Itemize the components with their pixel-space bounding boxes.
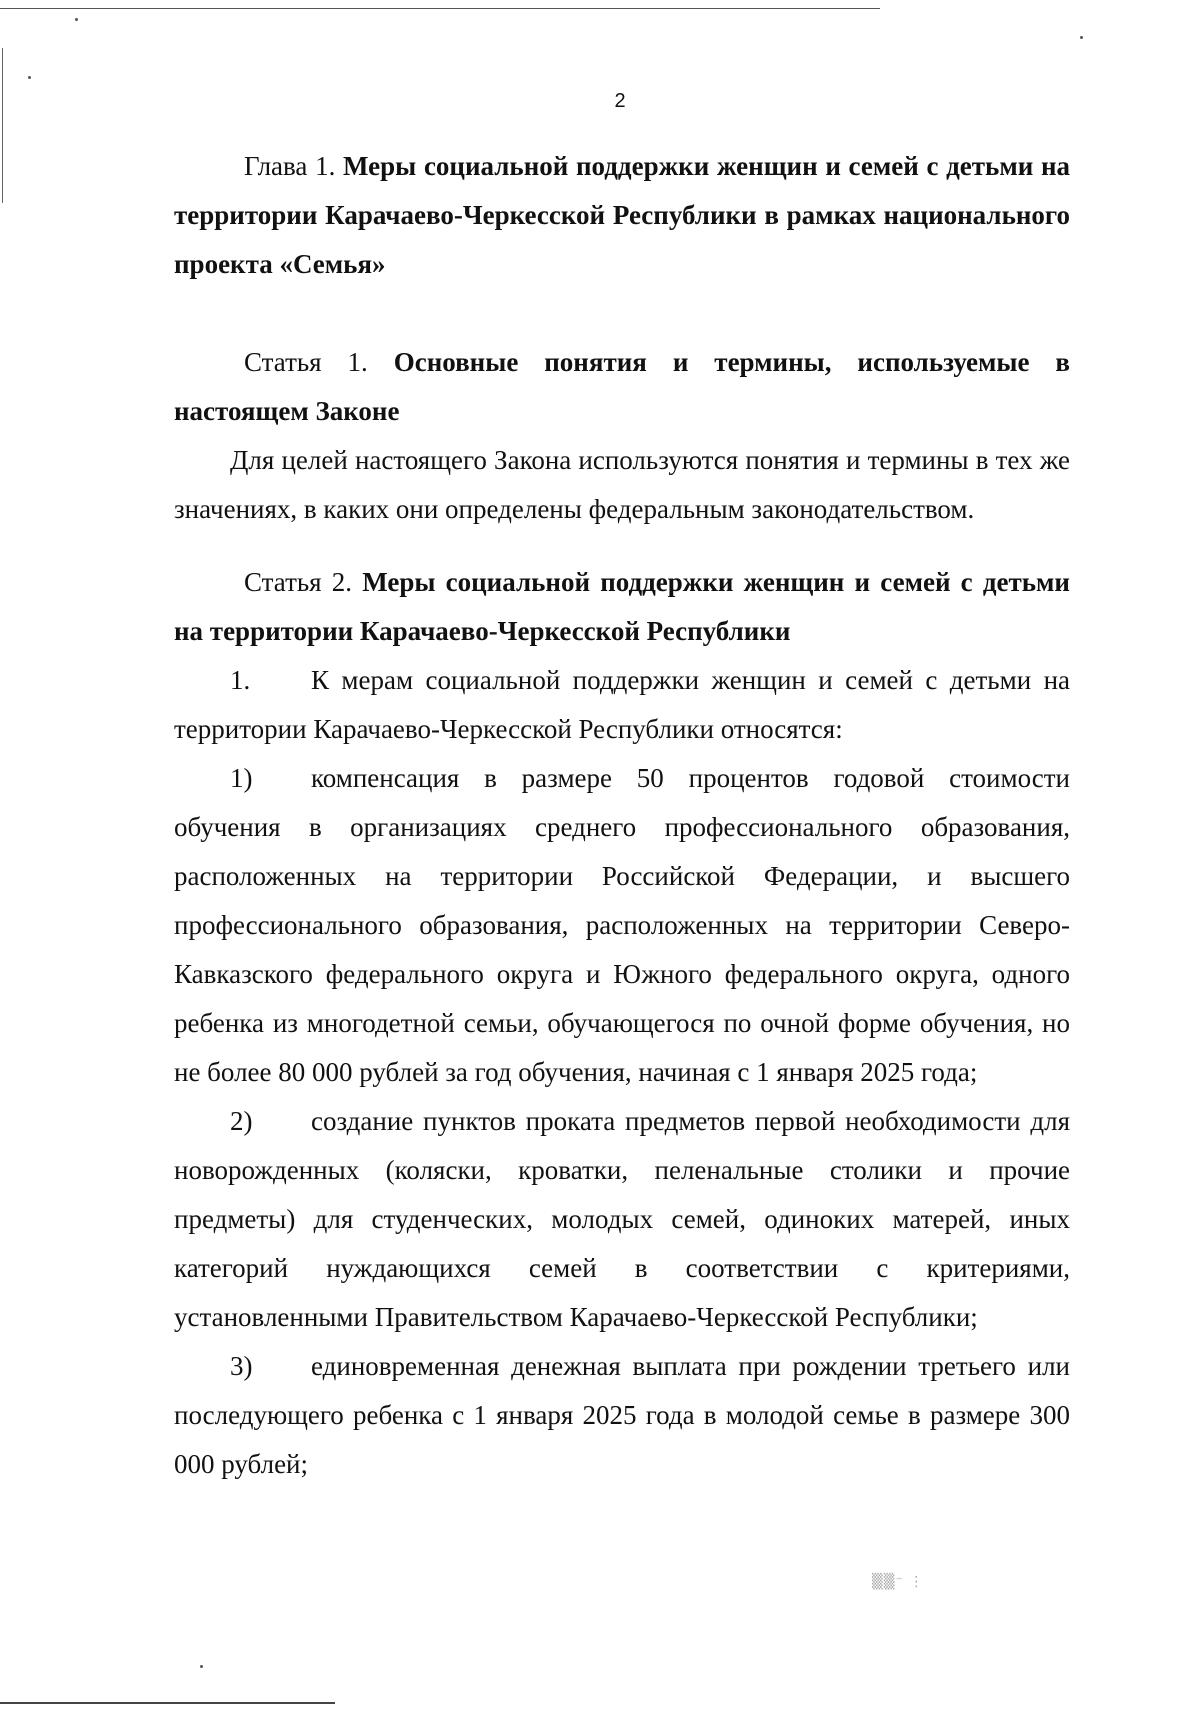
scan-speck: [1080, 36, 1083, 39]
list-item: [174, 754, 1070, 1097]
clause-1: [174, 656, 1070, 754]
scan-speck: [75, 18, 78, 21]
list-item-number: 2): [230, 1106, 253, 1136]
page-number: 2: [614, 90, 626, 112]
article-1-heading: [174, 338, 1070, 436]
list-item: [174, 1097, 1070, 1342]
scan-border-bottom: [0, 1702, 335, 1704]
list-item-number: 3): [230, 1351, 253, 1381]
chapter-heading: [174, 142, 1070, 289]
faint-stamp-mark: ▒▒⁻ ⋮: [872, 1574, 925, 1590]
scan-speck: [200, 1665, 203, 1668]
article-2-heading: [174, 558, 1070, 656]
list-item-text: создание пунктов проката предметов первой необходимости для новорожденных (коляски, кроватки, пеленальные столики и прочие предметы) для студенческих, молодых семей, одиноких матерей, иных категорий нуждающихся семей в соответствии с критериями, установленными Правительством Карачаево-Черкесской Республики;: [174, 1106, 1070, 1332]
clause-1-number: 1.: [230, 665, 251, 695]
scan-speck: [28, 76, 31, 79]
clause-1-text: К мерам социальной поддержки женщин и семей с детьми на территории Карачаево-Черкесской Республики относятся:: [174, 665, 1070, 744]
scan-border-left: [2, 48, 3, 203]
article-1-number: Статья 1.: [244, 347, 368, 377]
article-2-title: Меры социальной поддержки женщин и семей с детьми на территории Карачаево-Черкесской Республики: [174, 567, 1070, 646]
list-item-text: компенсация в размере 50 процентов годовой стоимости обучения в организациях среднего профессионального образования, расположенных на территории Российской Федерации, и высшего профессионального образования, расположенных на территории Северо-Кавказского федерального округа и Южного федерального округа, одного ребенка из многодетной семьи, обучающегося по очной форме обучения, но не более 80 000 рублей за год обучения, начиная с 1 января 2025 года;: [174, 763, 1070, 1087]
chapter-number: Глава 1.: [244, 151, 336, 181]
list-item-number: 1): [230, 763, 253, 793]
scan-border-top: [0, 8, 880, 9]
article-1-title: Основные понятия и термины, используемые в настоящем Законе: [174, 347, 1071, 426]
chapter-title: Меры социальной поддержки женщин и семей с детьми на территории Карачаево-Черкесской Республики в рамках национального проекта «Семья»: [174, 151, 1071, 279]
article-2-number: Статья 2.: [244, 567, 353, 597]
list-item: [174, 1342, 1070, 1489]
list-item-text: единовременная денежная выплата при рождении третьего или последующего ребенка с 1 января 2025 года в молодой семье в размере 300 000 рублей;: [174, 1351, 1070, 1479]
article-1-text: Для целей настоящего Закона используются понятия и термины в тех же значениях, в каких они определены федеральным законодательством.: [174, 445, 1070, 524]
document-body: [174, 142, 1070, 1489]
